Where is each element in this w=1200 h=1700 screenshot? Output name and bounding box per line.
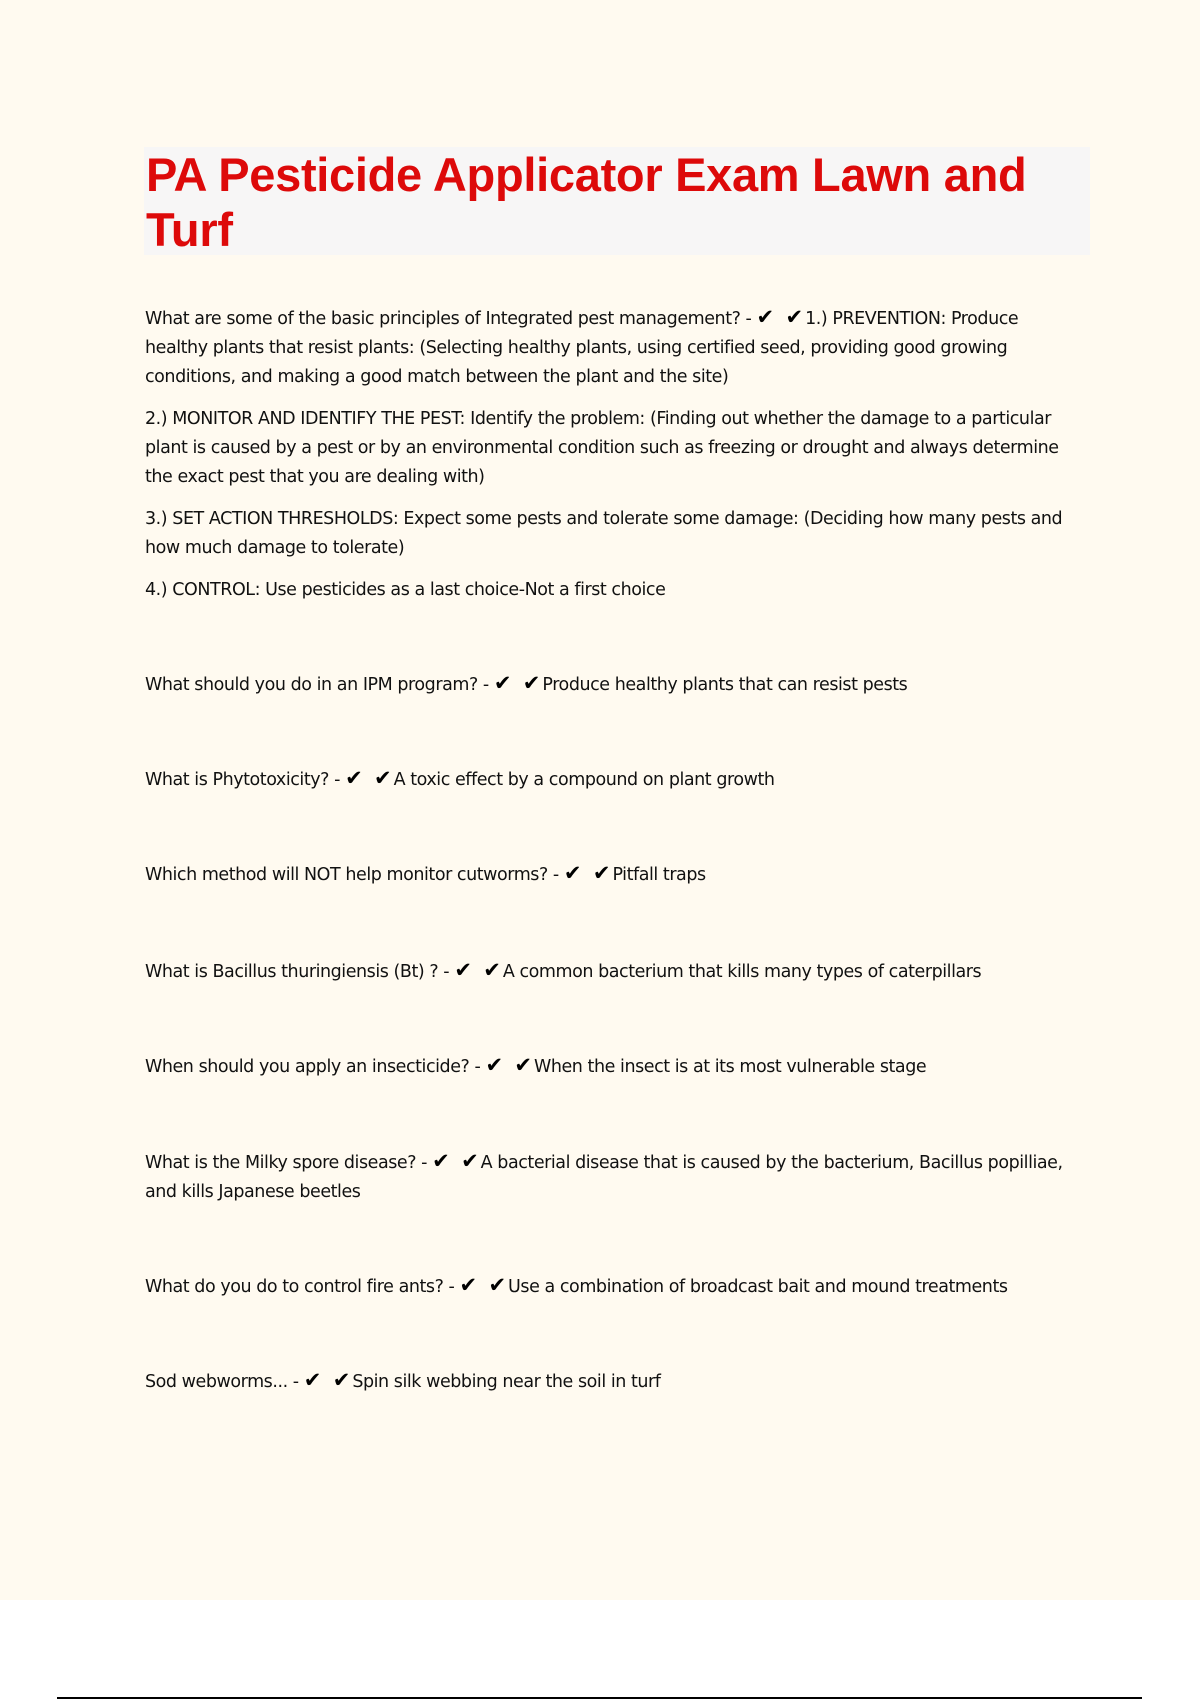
question: What is Phytotoxicity? - xyxy=(145,770,340,790)
double-check-icon: ✔ ✔ xyxy=(345,766,394,790)
question: What is Bacillus thuringiensis (Bt) ? - xyxy=(145,962,450,982)
qa-item-ipm-principles xyxy=(145,303,1085,392)
qa-item xyxy=(145,1271,1085,1302)
question: When should you apply an insecticide? - xyxy=(145,1057,481,1077)
qa-list xyxy=(145,303,1085,1397)
qa-continuation: 2.) MONITOR AND IDENTIFY THE PEST: Identify the problem: (Finding out whether the damage to a particular plant is caused by a pest or by an environmental condition such as freezing or drought and always determine the exact pest that you are dealing with) xyxy=(145,409,1059,487)
answer: 1.) PREVENTION: Produce healthy plants that resist plants: (Selecting healthy plants, using certified seed, providing good growing conditions, and making a good match between the plant and the site) xyxy=(145,309,1019,387)
double-check-icon: ✔ ✔ xyxy=(459,1273,509,1297)
qa-item xyxy=(145,956,1085,987)
double-check-icon: ✔ ✔ xyxy=(303,1368,353,1392)
qa-item xyxy=(145,1051,1085,1082)
question: What should you do in an IPM program? - xyxy=(145,675,489,695)
double-check-icon: ✔ ✔ xyxy=(454,958,503,982)
title-box xyxy=(144,147,1090,255)
qa-item xyxy=(145,859,1085,890)
question: What are some of the basic principles of Integrated pest management? - xyxy=(145,309,752,329)
answer: Spin silk webbing near the soil in turf xyxy=(352,1372,661,1392)
answer: A toxic effect by a compound on plant growth xyxy=(393,770,775,790)
qa-continuation: 4.) CONTROL: Use pesticides as a last choice-Not a first choice xyxy=(145,580,666,600)
answer: Pitfall traps xyxy=(612,865,706,885)
answer: Produce healthy plants that can resist pests xyxy=(542,675,908,695)
qa-item xyxy=(145,764,1085,795)
question: Sod webworms... - xyxy=(145,1372,299,1392)
double-check-icon: ✔ ✔ xyxy=(493,671,543,695)
double-check-icon: ✔ ✔ xyxy=(756,305,806,329)
qa-item xyxy=(145,1366,1085,1397)
qa-item xyxy=(145,1147,1085,1207)
answer: A common bacterium that kills many types of caterpillars xyxy=(502,962,982,982)
answer: Use a combination of broadcast bait and mound treatments xyxy=(508,1277,1008,1297)
document-title: PA Pesticide Applicator Exam Lawn and Turf xyxy=(146,148,1027,256)
footer-divider xyxy=(57,1697,1142,1699)
qa-item xyxy=(145,669,1085,700)
double-check-icon: ✔ ✔ xyxy=(563,861,613,885)
answer: When the insect is at its most vulnerable stage xyxy=(533,1057,927,1077)
double-check-icon: ✔ ✔ xyxy=(485,1053,534,1077)
answer: A bacterial disease that is caused by the bacterium, Bacillus popilliae, and kills Japanese beetles xyxy=(145,1153,1063,1202)
double-check-icon: ✔ ✔ xyxy=(432,1149,481,1173)
qa-continuation: 3.) SET ACTION THRESHOLDS: Expect some pests and tolerate some damage: (Deciding how many pests and how much damage to tolerate) xyxy=(145,509,1063,558)
question: Which method will NOT help monitor cutworms? - xyxy=(145,865,559,885)
question: What is the Milky spore disease? - xyxy=(145,1153,428,1173)
question: What do you do to control fire ants? - xyxy=(145,1277,455,1297)
